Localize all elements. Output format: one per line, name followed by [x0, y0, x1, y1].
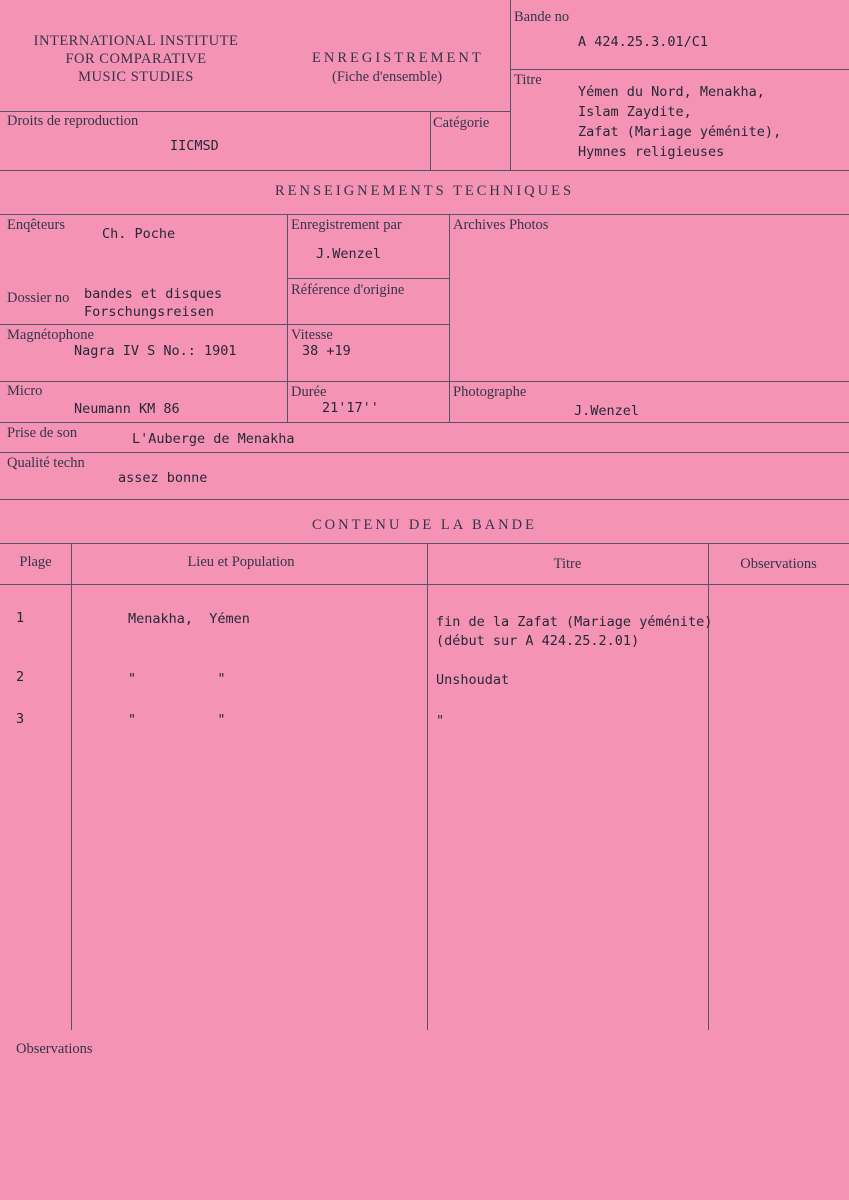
enregistrement-label: Enregistrement par [291, 217, 402, 233]
magnetophone-value: Nagra IV S No.: 1901 [74, 343, 237, 359]
qualite-label: Qualité techn [7, 455, 85, 471]
prise-de-son-value: L'Auberge de Menakha [132, 431, 295, 447]
rule-contents-top [0, 543, 849, 544]
enqueteurs-value: Ch. Poche [102, 226, 176, 242]
row-3-lieu: " " [128, 712, 226, 728]
droits-label: Droits de reproduction [7, 113, 139, 129]
magnetophone-label: Magnétophone [7, 327, 94, 343]
prise-de-son-label: Prise de son [7, 425, 78, 441]
titre-value: Yémen du Nord, Menakha, Islam Zaydite, Zafat (Mariage yéménite), Hymnes religieuses [578, 84, 782, 160]
tech-section-title: RENSEIGNEMENTS TECHNIQUES [274, 183, 575, 199]
row-1-plage: 1 [16, 610, 25, 626]
row-1-lieu: Menakha, Yémen [128, 611, 250, 627]
col-header-lieu: Lieu et Population [187, 554, 295, 570]
photographe-label: Photographe [453, 384, 527, 400]
droits-value: IICMSD [170, 138, 219, 154]
rule-tech-col1 [287, 214, 288, 422]
row-1-titre: fin de la Zafat (Mariage yéménite) (début sur A 424.25.2.01) [436, 614, 713, 649]
rule-bande-bottom [510, 69, 849, 70]
duree-label: Durée [291, 384, 327, 400]
vitesse-label: Vitesse [291, 327, 333, 343]
rule-header-middle [0, 111, 510, 112]
rule-header-bottom [0, 170, 849, 171]
row-2-titre: Unshoudat [436, 672, 510, 688]
observations-label: Observations [16, 1041, 93, 1057]
row-2-lieu: " " [128, 671, 226, 687]
rule-contents-header-bottom [0, 584, 849, 585]
row-3-plage: 3 [16, 711, 25, 727]
titre-label: Titre [514, 72, 542, 88]
micro-value: Neumann KM 86 [74, 401, 180, 417]
row-3-titre: " [436, 713, 445, 729]
enregistrement-value: J.Wenzel [316, 246, 382, 262]
dossier-value: bandes et disques Forschungsreisen [84, 286, 223, 320]
micro-label: Micro [7, 383, 43, 399]
enqueteurs-label: Enqêteurs [7, 217, 65, 233]
rule-micro-bottom [0, 422, 849, 423]
categorie-label: Catégorie [433, 115, 490, 131]
rule-enreg-bottom [287, 278, 449, 279]
rule-contents-col1 [71, 543, 72, 1030]
institute-name: INTERNATIONAL INSTITUTE FOR COMPARATIVE MUSIC STUDIES [33, 33, 239, 86]
rule-tech-top [0, 214, 849, 215]
bande-label: Bande no [514, 9, 570, 25]
rule-magneto-bottom [0, 381, 849, 382]
duree-value: 21'17'' [322, 400, 379, 416]
col-header-plage: Plage [19, 554, 52, 570]
rule-prise-bottom [0, 452, 849, 453]
col-header-titre: Titre [553, 556, 582, 572]
rule-tech-col2 [449, 214, 450, 422]
bande-value: A 424.25.3.01/C1 [578, 34, 709, 50]
rule-header-right-divider [510, 0, 511, 170]
reference-label: Référence d'origine [291, 282, 405, 298]
rule-dossier-bottom [0, 324, 449, 325]
vitesse-value: 38 +19 [302, 343, 351, 359]
form-title: ENREGISTREMENT [312, 50, 484, 66]
dossier-label: Dossier no [7, 290, 70, 306]
contents-section-title: CONTENU DE LA BANDE [312, 517, 537, 533]
form-subtitle: (Fiche d'ensemble) [332, 69, 443, 85]
rule-qualite-bottom [0, 499, 849, 500]
rule-categorie-left [430, 111, 431, 170]
col-header-observations: Observations [740, 556, 817, 572]
archives-photos-label: Archives Photos [453, 217, 549, 233]
photographe-value: J.Wenzel [574, 403, 640, 419]
row-2-plage: 2 [16, 669, 25, 685]
rule-contents-col2 [427, 543, 428, 1030]
qualite-value: assez bonne [118, 470, 208, 486]
